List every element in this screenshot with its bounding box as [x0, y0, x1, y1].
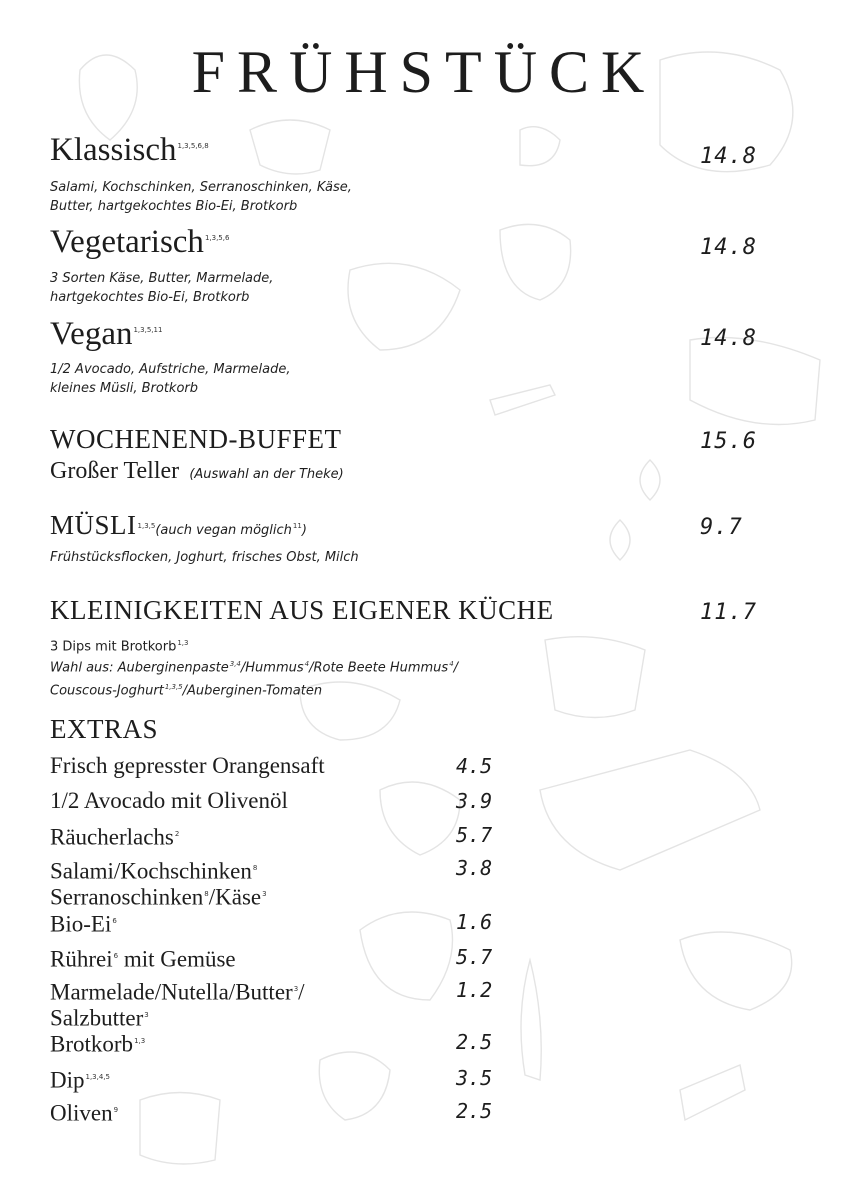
kleinigkeiten-line3: [50, 678, 322, 700]
extra-price: 3.9: [456, 789, 493, 813]
extra-item: [50, 978, 305, 1029]
desc-line: 1/2 Avocado, Aufstriche, Marmelade,: [50, 362, 291, 377]
allergen-sup: 1,3: [177, 639, 189, 647]
allergen-sup: 11: [292, 521, 302, 530]
kleinigkeiten-line2: [50, 655, 458, 677]
line-text: /Hummus: [240, 660, 304, 676]
extra-price: 1.6: [456, 910, 493, 934]
line-text: Wahl aus: Auberginenpaste: [50, 660, 229, 676]
muesli-note: (auch vegan möglich: [155, 523, 292, 538]
desc-line: kleines Müsli, Brotkorb: [50, 381, 199, 396]
buffet-sub: Großer Teller: [50, 458, 180, 484]
extra-text: Serranoschinken: [50, 884, 204, 910]
menu-item-desc: [50, 360, 291, 398]
allergen-sup: 2: [174, 830, 180, 838]
extra-item: [50, 910, 117, 936]
allergen-sup: 3: [144, 1010, 149, 1019]
extras-heading: EXTRAS: [50, 714, 159, 744]
extra-text: Rührei: [50, 946, 113, 972]
allergen-sup: 6: [112, 917, 117, 925]
desc-line: Salami, Kochschinken, Serranoschinken, Käse,: [50, 180, 352, 195]
extra-text: /: [298, 979, 305, 1005]
extra-price: 3.5: [456, 1066, 493, 1090]
muesli-price: 9.7: [700, 515, 743, 540]
extra-price: 1.2: [456, 978, 493, 1002]
menu-item-desc: [50, 178, 352, 216]
menu-item-price: 14.8: [700, 326, 757, 351]
extra-text: /Käse: [208, 884, 262, 910]
menu-item-price: 14.8: [700, 235, 757, 260]
muesli-note-end: ): [301, 523, 307, 538]
extra-text: mit Gemüse: [118, 946, 236, 972]
extra-price: 5.7: [456, 823, 493, 847]
allergen-sup: 1,3,5: [137, 521, 156, 530]
extra-text: Salzbutter: [50, 1005, 144, 1031]
extra-item: [50, 857, 267, 908]
extra-item: [50, 1099, 118, 1125]
extra-price: 2.5: [456, 1030, 493, 1054]
muesli-desc: Frühstücksflocken, Joghurt, frisches Obst, Milch: [50, 550, 359, 565]
allergen-sup: 4: [304, 660, 310, 668]
allergen-sup: 3,4: [229, 660, 241, 668]
line-text: /Rote Beete Hummus: [309, 660, 449, 676]
extra-item: [50, 945, 236, 971]
buffet-price: 15.6: [700, 429, 757, 454]
allergen-sup: 4: [449, 660, 454, 668]
allergen-sup: 1,3,5: [164, 683, 183, 691]
kleinigkeiten-price: 11.7: [700, 600, 757, 625]
extra-text: Dip: [50, 1067, 85, 1093]
menu-item-vegan: [50, 316, 162, 353]
line-text: 3 Dips mit Brotkorb: [50, 639, 177, 655]
extra-text: Oliven: [50, 1100, 113, 1126]
extra-item: [50, 823, 179, 849]
line-text: /Auberginen-Tomaten: [182, 683, 323, 699]
desc-line: 3 Sorten Käse, Butter, Marmelade,: [50, 271, 274, 286]
extra-item: [50, 1066, 110, 1092]
extra-text: Brotkorb: [50, 1031, 134, 1057]
allergen-sup: 1,3,5,11: [133, 326, 163, 334]
menu-item-klassisch: [50, 132, 209, 169]
menu-item-name: Klassisch: [50, 132, 177, 168]
page-title: FRÜHSTÜCK: [191, 39, 657, 105]
extra-price: 4.5: [456, 754, 493, 778]
allergen-sup: 6: [113, 952, 119, 960]
line-text: Couscous-Joghurt: [50, 683, 164, 699]
menu-item-price: 14.8: [700, 144, 757, 169]
extra-text: Salami/Kochschinken: [50, 858, 252, 884]
extra-text: Bio-Ei: [50, 911, 112, 937]
line-text: /: [453, 660, 459, 676]
extra-price: 3.8: [456, 856, 493, 880]
muesli-heading-row: [50, 510, 307, 541]
buffet-subline: [50, 458, 344, 485]
menu-item-desc: [50, 269, 273, 307]
allergen-sup: 3: [262, 889, 267, 898]
extra-item: [50, 1030, 145, 1056]
muesli-heading: MÜSLI: [50, 510, 137, 540]
menu-item-name: Vegan: [50, 316, 133, 352]
allergen-sup: 3: [293, 985, 299, 993]
extra-item: Frisch gepresster Orangensaft: [50, 753, 325, 778]
desc-line: hartgekochtes Bio-Ei, Brotkorb: [50, 290, 250, 305]
allergen-sup: 1,3: [134, 1037, 146, 1045]
extra-text: Räucherlachs: [50, 824, 174, 850]
allergen-sup: 8: [204, 889, 209, 898]
allergen-sup: 1,3,4,5: [85, 1073, 110, 1081]
kleinigkeiten-line1: [50, 634, 188, 656]
menu-item-name: Vegetarisch: [50, 224, 204, 260]
extra-item: 1/2 Avocado mit Olivenöl: [50, 788, 288, 813]
desc-line: Butter, hartgekochtes Bio-Ei, Brotkorb: [50, 199, 298, 214]
kleinigkeiten-heading: KLEINIGKEITEN AUS EIGENER KÜCHE: [50, 595, 554, 625]
buffet-note: (Auswahl an der Theke): [189, 467, 344, 482]
menu-item-vegetarisch: [50, 224, 229, 261]
extra-price: 5.7: [456, 945, 493, 969]
buffet-heading: WOCHENEND-BUFFET: [50, 424, 342, 454]
extra-price: 2.5: [456, 1099, 493, 1123]
extra-text: Marmelade/Nutella/Butter: [50, 979, 293, 1005]
allergen-sup: 1,3,5,6: [204, 234, 230, 242]
allergen-sup: 9: [113, 1106, 119, 1114]
allergen-sup: 8: [252, 864, 258, 872]
allergen-sup: 1,3,5,6,8: [177, 142, 209, 150]
